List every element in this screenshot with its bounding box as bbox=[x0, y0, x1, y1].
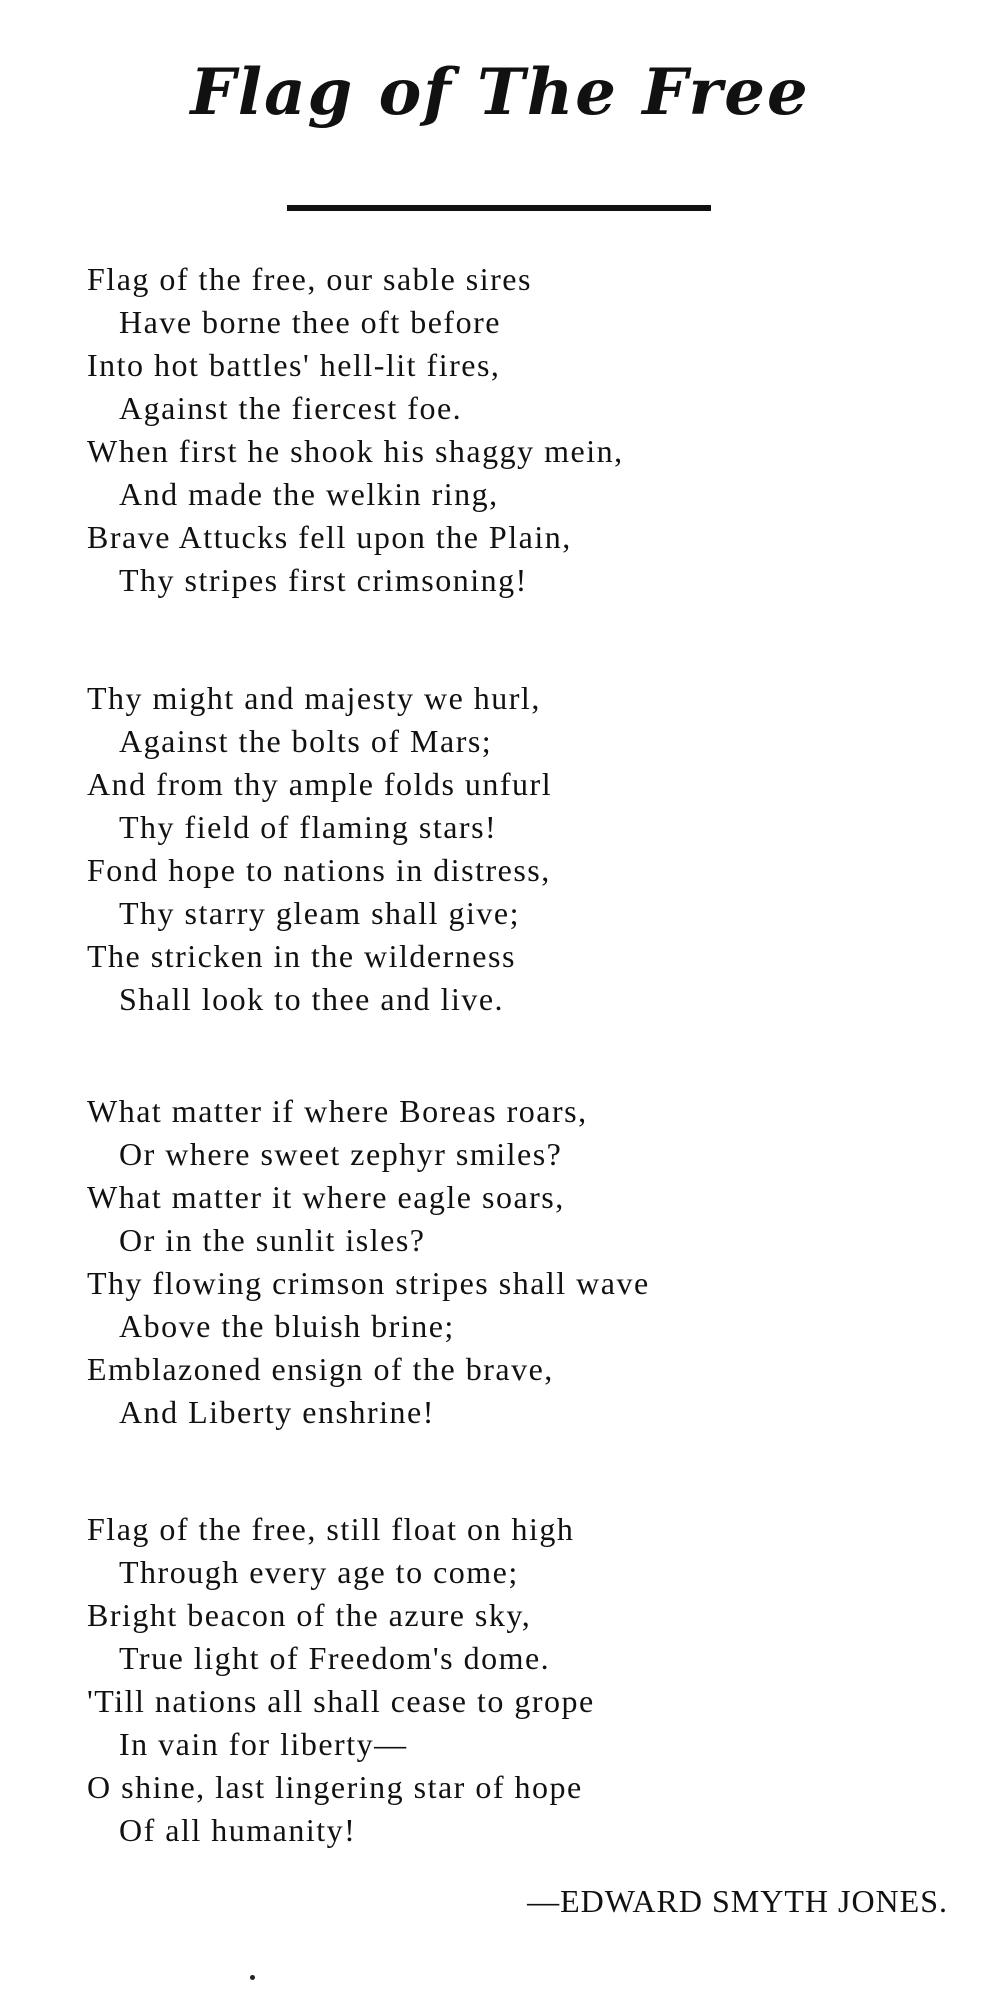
verse-line: Through every age to come; bbox=[119, 1554, 519, 1590]
verse-line: When first he shook his shaggy mein, bbox=[87, 433, 624, 469]
verse-line: What matter if where Boreas roars, bbox=[87, 1093, 588, 1129]
stanza-1 bbox=[87, 258, 624, 602]
stanza-4 bbox=[87, 1508, 595, 1852]
stanza-3 bbox=[87, 1090, 650, 1434]
verse-line: Above the bluish brine; bbox=[119, 1308, 455, 1344]
verse-line: And from thy ample folds unfurl bbox=[87, 766, 553, 802]
verse-line: True light of Freedom's dome. bbox=[119, 1640, 551, 1676]
verse-line: Thy field of flaming stars! bbox=[119, 809, 498, 845]
verse-line: O shine, last lingering star of hope bbox=[87, 1769, 583, 1805]
verse-line: In vain for liberty— bbox=[119, 1726, 408, 1762]
verse-line: Thy flowing crimson stripes shall wave bbox=[87, 1265, 650, 1301]
verse-line: Flag of the free, our sable sires bbox=[87, 261, 532, 297]
verse-line: Into hot battles' hell-lit fires, bbox=[87, 347, 501, 383]
verse-line: And Liberty enshrine! bbox=[119, 1394, 435, 1430]
verse-line: Thy starry gleam shall give; bbox=[119, 895, 521, 931]
print-speck bbox=[250, 1975, 255, 1980]
verse-line: Shall look to thee and live. bbox=[119, 981, 505, 1017]
verse-line: Flag of the free, still float on high bbox=[87, 1511, 575, 1547]
verse-line: Against the fiercest foe. bbox=[119, 390, 463, 426]
verse-line: Brave Attucks fell upon the Plain, bbox=[87, 519, 572, 555]
verse-line: Fond hope to nations in distress, bbox=[87, 852, 551, 888]
verse-line: Or where sweet zephyr smiles? bbox=[119, 1136, 563, 1172]
verse-line: Of all humanity! bbox=[119, 1812, 357, 1848]
verse-line: Thy might and majesty we hurl, bbox=[87, 680, 541, 716]
verse-line: The stricken in the wilderness bbox=[87, 938, 516, 974]
verse-line: And made the welkin ring, bbox=[119, 476, 499, 512]
verse-line: Or in the sunlit isles? bbox=[119, 1222, 426, 1258]
verse-line: Emblazoned ensign of the brave, bbox=[87, 1351, 554, 1387]
verse-line: What matter it where eagle soars, bbox=[87, 1179, 565, 1215]
stanza-2 bbox=[87, 677, 552, 1021]
verse-line: Have borne thee oft before bbox=[119, 304, 501, 340]
poem-title: Flag of The Free bbox=[190, 55, 810, 130]
verse-line: Thy stripes first crimsoning! bbox=[119, 562, 528, 598]
verse-line: Bright beacon of the azure sky, bbox=[87, 1597, 532, 1633]
title-divider bbox=[287, 205, 711, 211]
verse-line: Against the bolts of Mars; bbox=[119, 723, 493, 759]
verse-line: 'Till nations all shall cease to grope bbox=[87, 1683, 595, 1719]
author-attribution: —EDWARD SMYTH JONES. bbox=[527, 1883, 948, 1919]
